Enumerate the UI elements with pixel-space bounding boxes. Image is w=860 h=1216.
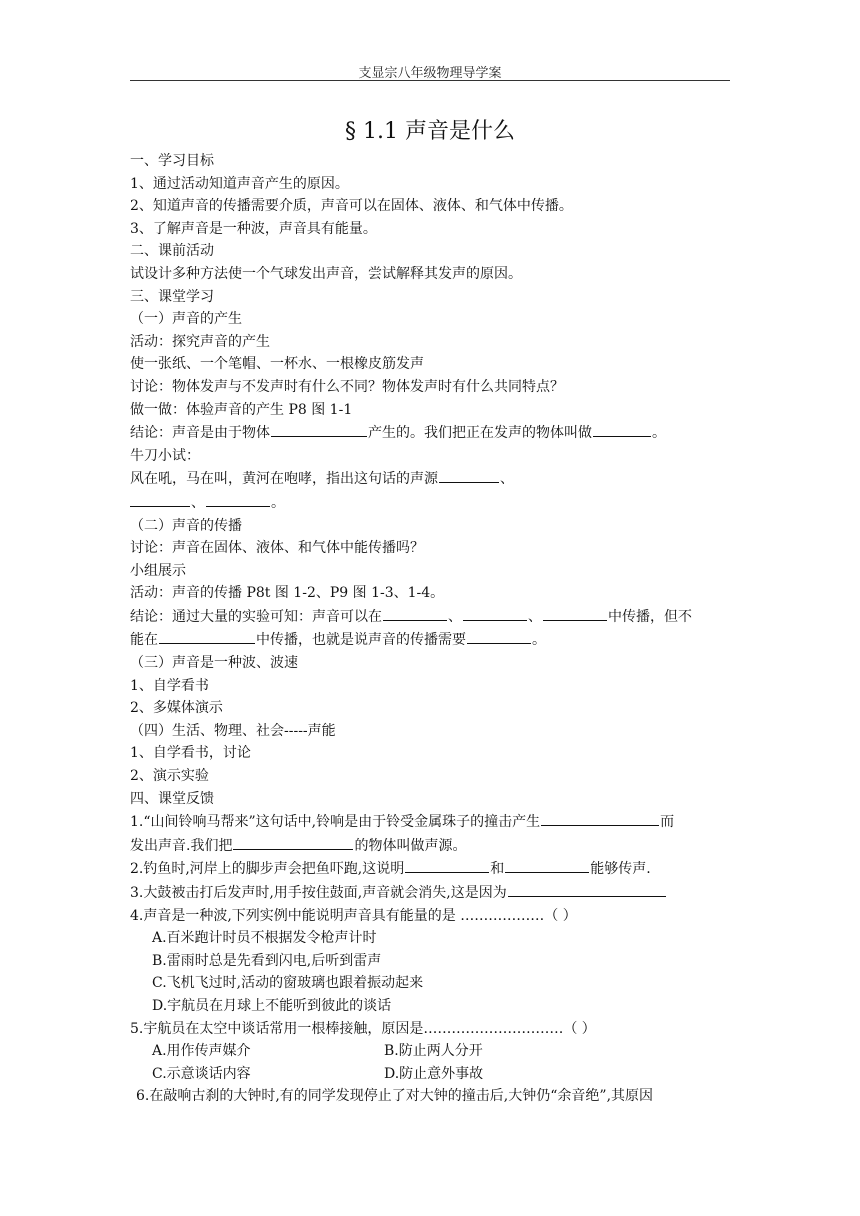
fill-blank[interactable] bbox=[159, 628, 255, 644]
text-fragment: 和 bbox=[490, 861, 505, 878]
fill-blank[interactable] bbox=[439, 467, 499, 483]
text-fragment: 。 bbox=[652, 425, 666, 442]
text-fragment: 中传播，也就是说声音的传播需要 bbox=[256, 632, 466, 649]
text-line: 小组展示 bbox=[130, 562, 186, 579]
choice-option[interactable]: C.示意谈话内容 bbox=[152, 1065, 251, 1082]
fill-blank[interactable] bbox=[467, 628, 531, 644]
fill-blank[interactable] bbox=[233, 834, 353, 850]
text-fragment: 中传播，但不 bbox=[608, 608, 692, 625]
question-5-stem: 5.宇航员在太空中谈话常用一根棒接触，原因是…………………………（ ） bbox=[130, 1020, 596, 1037]
text-fragment: 、 bbox=[448, 608, 462, 625]
text-line: 2、演示实验 bbox=[130, 768, 209, 785]
fill-blank[interactable] bbox=[405, 857, 489, 873]
section-heading: 四、课堂反馈 bbox=[130, 790, 214, 807]
text-line: 做一做：体验声音的产生 P8 图 1-1 bbox=[130, 401, 353, 418]
choice-option[interactable]: C.飞机飞过时,活动的窗玻璃也跟着振动起来 bbox=[152, 975, 424, 992]
text-line: 活动：声音的传播 P8t 图 1-2、P9 图 1-3、1-4。 bbox=[130, 585, 445, 602]
text-fragment: 的物体叫做声源。 bbox=[354, 837, 467, 854]
text-fragment: 结论：声音是由于物体 bbox=[130, 425, 270, 442]
fill-blank[interactable] bbox=[543, 605, 607, 621]
conclusion-line bbox=[130, 628, 730, 652]
conclusion-line bbox=[130, 421, 730, 445]
text-fragment: 能够传声. bbox=[590, 861, 651, 878]
text-fragment: 。 bbox=[532, 632, 546, 649]
text-fragment: 3.大鼓被击打后发声时,用手按住鼓面,声音就会消失,这是因为 bbox=[130, 885, 507, 901]
question-6: 6.在敲响古刹的大钟时,有的同学发现停止了对大钟的撞击后,大钟仍“余音绝”,其原因 bbox=[136, 1088, 654, 1105]
text-line: 2、多媒体演示 bbox=[130, 700, 223, 717]
exercise-line bbox=[130, 467, 730, 491]
text-line: 1、自学看书 bbox=[130, 677, 209, 694]
choice-row bbox=[130, 1040, 730, 1063]
exercise-line bbox=[130, 491, 730, 515]
page-header: 支显宗八年级物理导学案 bbox=[358, 66, 502, 81]
text-fragment: 。 bbox=[271, 494, 285, 511]
fill-blank[interactable] bbox=[271, 421, 367, 437]
conclusion-line bbox=[130, 605, 730, 629]
text-fragment: 2.钓鱼时,河岸上的脚步声会把鱼吓跑,这说明 bbox=[130, 861, 405, 878]
text-line: 活动：探究声音的产生 bbox=[130, 333, 270, 350]
question-3 bbox=[130, 881, 730, 905]
choice-option[interactable]: A.用作传声媒介 bbox=[152, 1043, 251, 1060]
document-body bbox=[130, 150, 730, 1108]
fill-blank[interactable] bbox=[383, 605, 447, 621]
header-rule bbox=[130, 80, 730, 81]
section-heading: 二、课前活动 bbox=[130, 243, 214, 260]
question-4-stem: 4.声音是一种波,下列实例中能说明声音具有能量的是 ………………（ ） bbox=[130, 907, 577, 924]
subsection-heading: （二）声音的传播 bbox=[130, 517, 242, 534]
page-title: § 1.1 声音是什么 bbox=[345, 119, 515, 144]
text-fragment: 产生的。我们把正在发声的物体叫做 bbox=[368, 425, 592, 442]
text-line: 2、知道声音的传播需要介质，声音可以在固体、液体、和气体中传播。 bbox=[130, 198, 573, 215]
text-line: 1、通过活动知道声音产生的原因。 bbox=[130, 175, 349, 192]
text-line: 使一张纸、一个笔帽、一杯水、一根橡皮筋发声 bbox=[130, 356, 424, 373]
text-line: 讨论：物体发声与不发声时有什么不同？物体发声时有什么共同特点？ bbox=[130, 378, 564, 395]
fill-blank[interactable] bbox=[541, 810, 659, 826]
subsection-heading: （四）生活、物理、社会-----声能 bbox=[130, 722, 336, 739]
fill-blank[interactable] bbox=[505, 857, 589, 873]
text-fragment: 1.“山间铃响马帮来”这句话中,铃响是由于铃受金属珠子的撞击产生 bbox=[130, 814, 541, 831]
choice-option[interactable]: A.百米跑计时员不根据发令枪声计时 bbox=[152, 930, 377, 947]
fill-blank[interactable] bbox=[206, 491, 270, 507]
fill-blank[interactable] bbox=[508, 881, 666, 897]
text-fragment: 结论：通过大量的实验可知：声音可以在 bbox=[130, 608, 382, 625]
text-fragment: 风在吼，马在叫，黄河在咆哮，指出这句话的声源 bbox=[130, 471, 438, 488]
text-fragment: 、 bbox=[191, 494, 205, 511]
choice-option[interactable]: D.防止意外事故 bbox=[384, 1065, 484, 1082]
subsection-heading: （三）声音是一种波、波速 bbox=[130, 655, 298, 672]
text-fragment: 能在 bbox=[130, 632, 158, 649]
text-line: 讨论：声音在固体、液体、和气体中能传播吗？ bbox=[130, 540, 424, 557]
text-line: 牛刀小试： bbox=[130, 447, 200, 464]
text-fragment: 而 bbox=[660, 814, 675, 831]
choice-row bbox=[130, 1063, 730, 1086]
text-line: 3、了解声音是一种波，声音具有能量。 bbox=[130, 220, 377, 237]
question-2 bbox=[130, 857, 730, 881]
question-1 bbox=[130, 810, 730, 834]
choice-option[interactable]: D.宇航员在月球上不能听到彼此的谈话 bbox=[152, 997, 392, 1014]
section-heading: 三、课堂学习 bbox=[130, 288, 214, 305]
text-fragment: 、 bbox=[528, 608, 542, 625]
text-line: 1、自学看书，讨论 bbox=[130, 745, 251, 762]
fill-blank[interactable] bbox=[593, 421, 651, 437]
text-line: 试设计多种方法使一个气球发出声音，尝试解释其发声的原因。 bbox=[130, 265, 522, 282]
choice-option[interactable]: B.防止两人分开 bbox=[384, 1043, 483, 1060]
fill-blank[interactable] bbox=[463, 605, 527, 621]
question-1-cont bbox=[130, 834, 730, 858]
text-fragment: 发出声音.我们把 bbox=[130, 837, 233, 854]
section-heading: 一、学习目标 bbox=[130, 153, 214, 169]
subsection-heading: （一）声音的产生 bbox=[130, 311, 242, 328]
text-fragment: 、 bbox=[500, 471, 514, 488]
fill-blank[interactable] bbox=[130, 491, 190, 507]
choice-option[interactable]: B.雷雨时总是先看到闪电,后听到雷声 bbox=[152, 952, 382, 969]
